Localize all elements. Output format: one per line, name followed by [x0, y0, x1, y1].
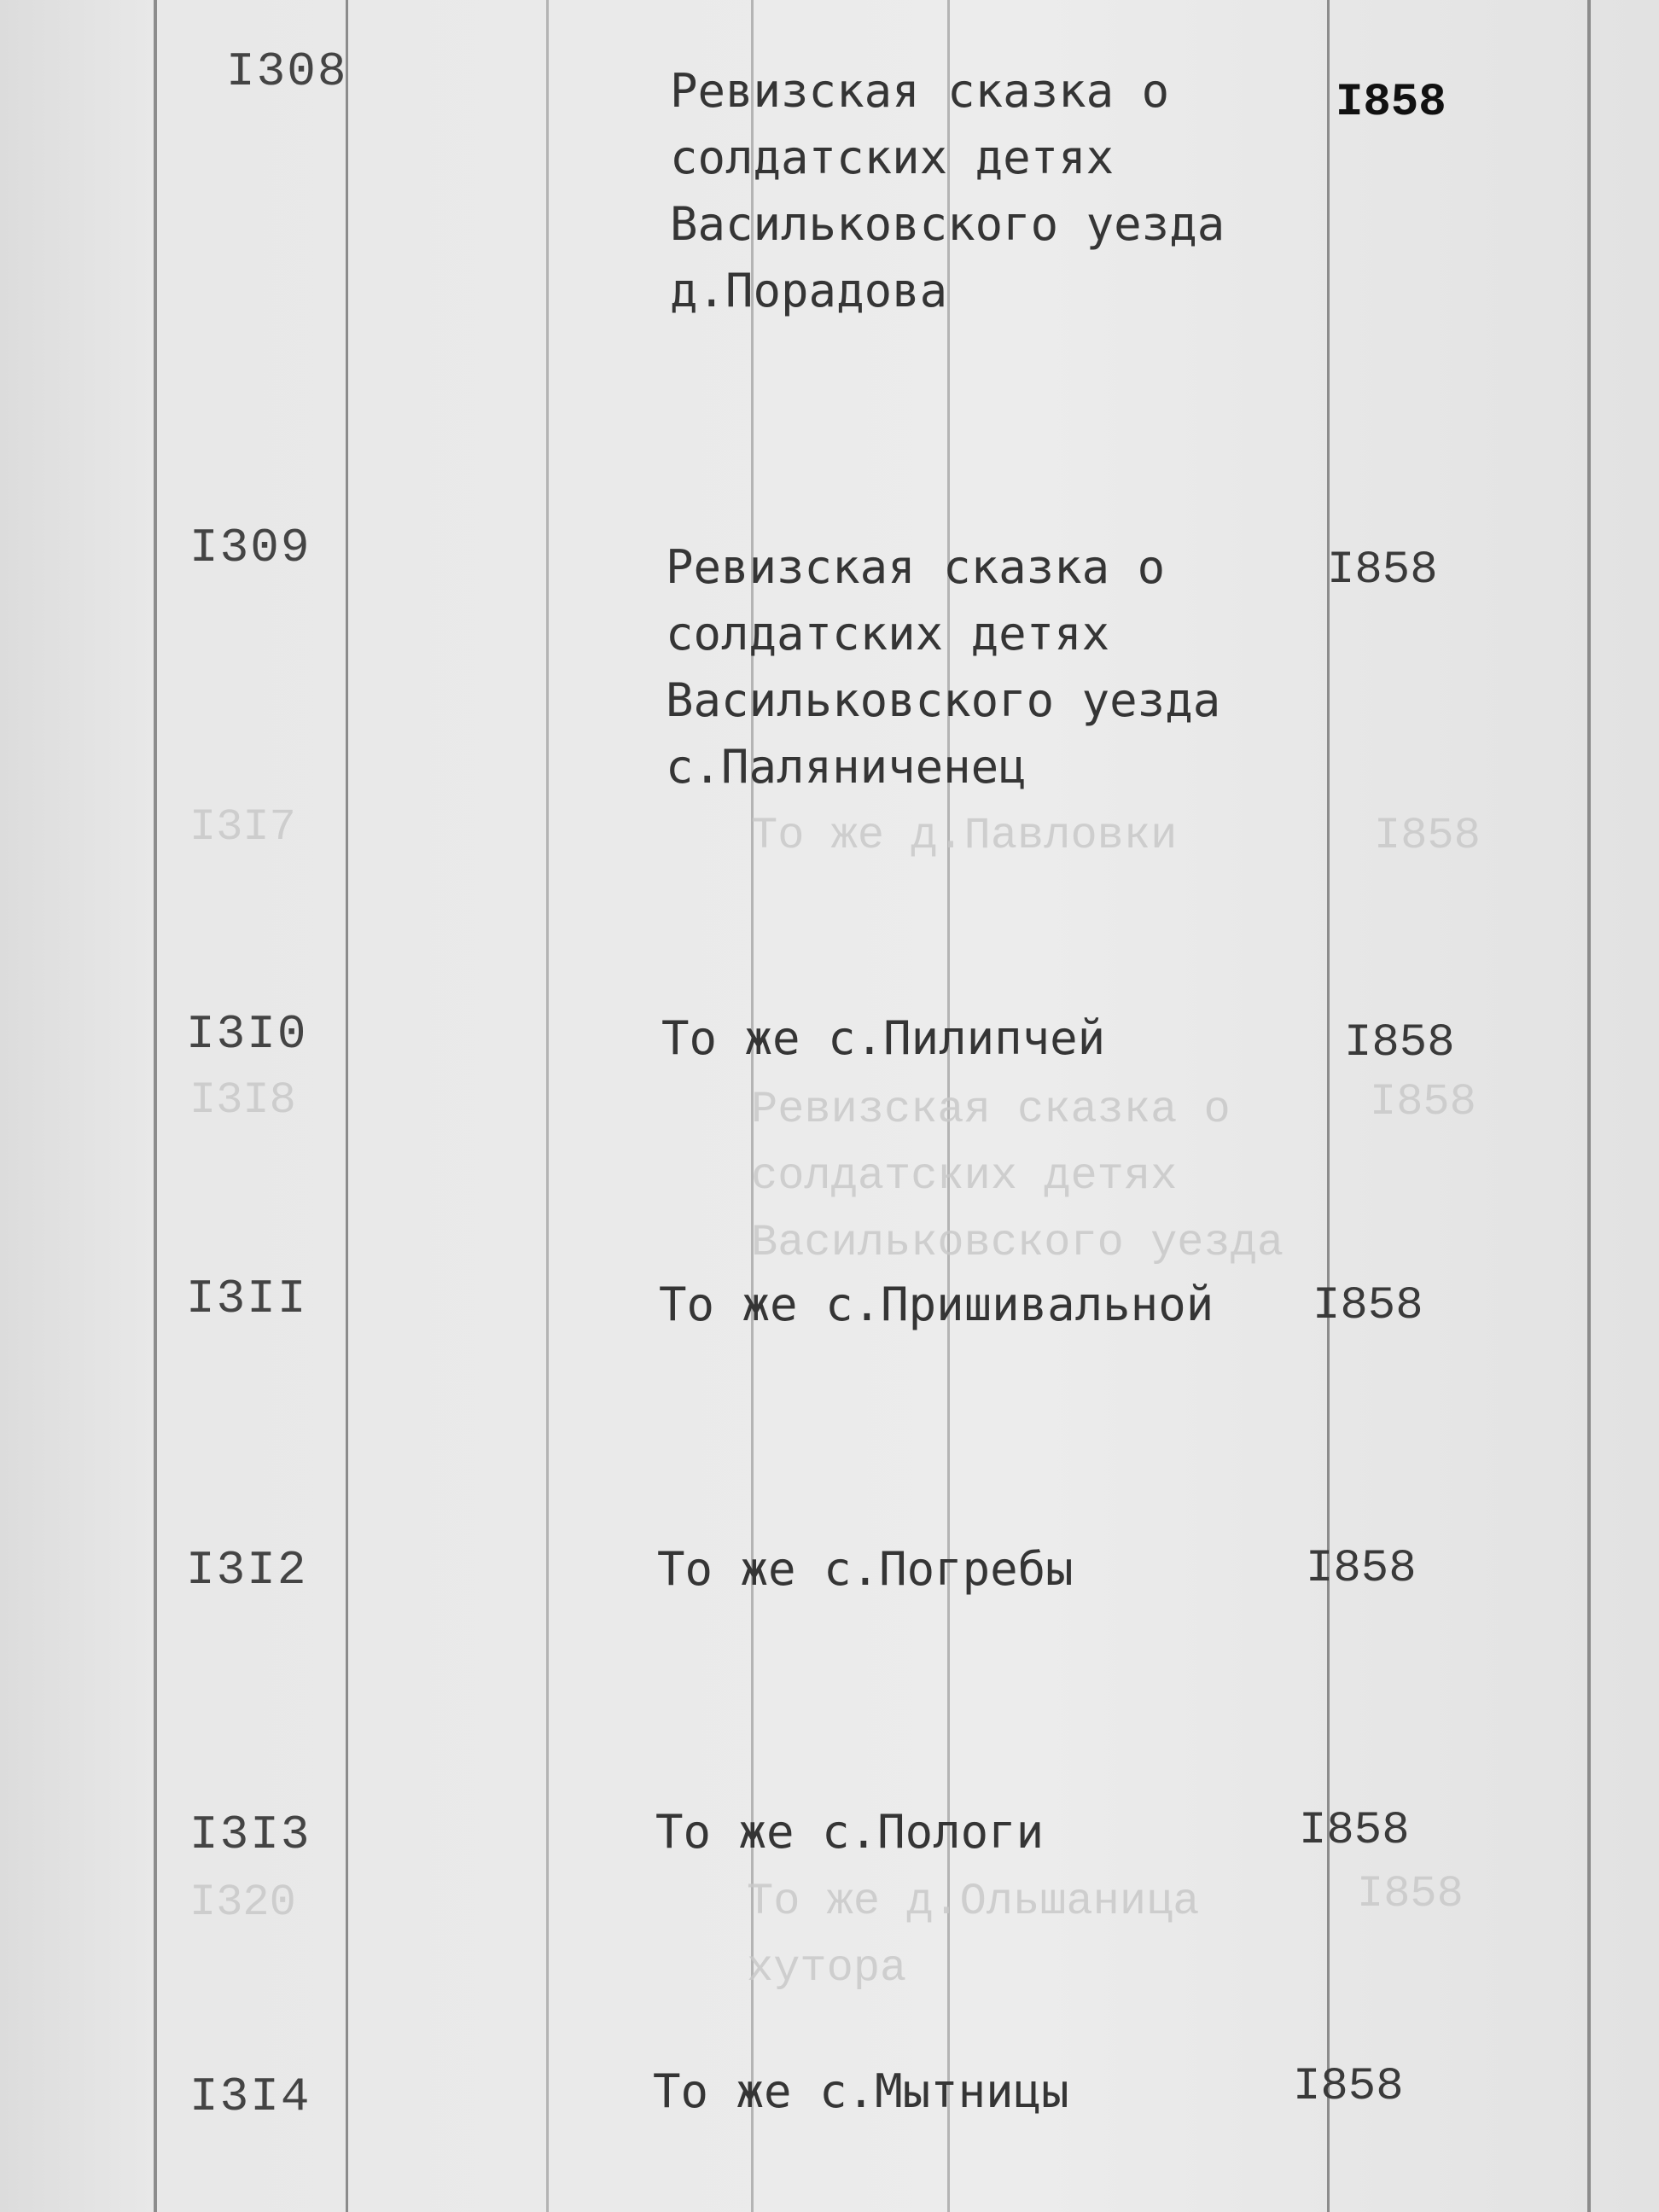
item-year: I858	[1344, 1017, 1455, 1069]
item-year: I858	[1336, 77, 1447, 129]
show-through-number: I320	[189, 1877, 296, 1928]
item-year: I858	[1293, 2061, 1404, 2113]
show-through-title: То же д.Павловки	[751, 811, 1178, 861]
show-through-year: I858	[1357, 1869, 1464, 1919]
show-through-title: Ревизская сказка о солдатских детях Васильковского уезда	[751, 1085, 1284, 1268]
item-year: I858	[1299, 1805, 1410, 1857]
item-year: I858	[1313, 1280, 1423, 1332]
item-number: I3I0	[186, 1007, 308, 1062]
item-number: I3I2	[186, 1543, 308, 1598]
item-number: I308	[226, 44, 348, 99]
column-rule	[1327, 0, 1330, 2212]
item-title: То же с.Пришивальной	[659, 1278, 1214, 1331]
show-through-number: I3I8	[189, 1075, 296, 1126]
column-rule	[546, 0, 549, 2212]
item-number: I3I3	[189, 1807, 311, 1862]
item-title: То же с.Погребы	[657, 1542, 1074, 1596]
item-title: То же с.Пилипчей	[661, 1011, 1106, 1065]
item-number: I3I4	[189, 2069, 311, 2124]
item-number: I3II	[186, 1272, 308, 1326]
show-through-number: I3I7	[189, 802, 296, 853]
show-through-year: I858	[1370, 1077, 1476, 1127]
item-year: I858	[1327, 544, 1438, 597]
item-title: Ревизская сказка о солдатских детях Васильковского уезда д.Порадова	[670, 64, 1225, 317]
show-through-year: I858	[1374, 811, 1481, 861]
column-rule	[1587, 0, 1591, 2212]
item-title: То же с.Пологи	[655, 1805, 1045, 1859]
item-number: I309	[189, 521, 311, 575]
item-title: То же с.Мытницы	[653, 2064, 1069, 2118]
column-rule	[154, 0, 157, 2212]
item-title: Ревизская сказка о солдатских детях Васильковского уезда с.Паляниченец	[666, 540, 1221, 794]
column-rule	[346, 0, 348, 2212]
item-year: I858	[1306, 1543, 1417, 1595]
show-through-title: То же д.Ольшаница хутора	[747, 1877, 1200, 1994]
